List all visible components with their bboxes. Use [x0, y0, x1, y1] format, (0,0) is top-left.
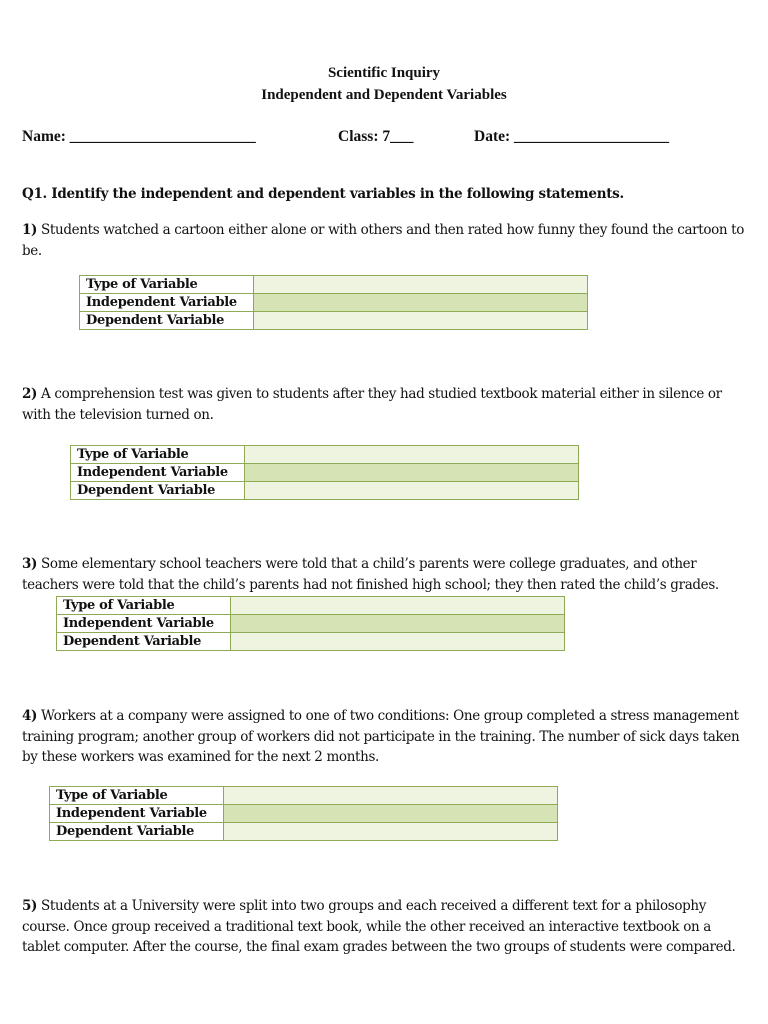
statement-4: [22, 706, 746, 768]
statement-2: [22, 384, 746, 425]
statement-number: 5): [22, 898, 38, 914]
worksheet-title: Scientific Inquiry: [327, 65, 441, 81]
row-label: Type of Variable: [80, 276, 254, 294]
date-field-label: Date: ____________________: [474, 128, 670, 145]
independent-variable-cell[interactable]: [224, 805, 558, 823]
row-label: Dependent Variable: [57, 633, 231, 651]
dependent-variable-cell[interactable]: [245, 482, 579, 500]
row-label: Independent Variable: [50, 805, 224, 823]
row-label: Type of Variable: [57, 597, 231, 615]
statement-text: Workers at a company were assigned to one of two conditions: One group completed a stress management training program; another group of workers did not participate in the training. The number of sick days taken by these workers was examined for the next 2 months.: [22, 708, 740, 765]
statement-5: [22, 896, 746, 958]
row-label: Type of Variable: [71, 446, 245, 464]
row-label: Independent Variable: [71, 464, 245, 482]
statement-text: Students at a University were split into two groups and each received a different text for a philosophy course. Once group received a traditional text book, while the other received an interactive textbook on a tablet computer. After the course, the final exam grades between the two groups of students were compared.: [22, 898, 736, 955]
worksheet-subtitle: Independent and Dependent Variables: [261, 87, 507, 103]
class-field-label: Class: 7___: [338, 128, 414, 145]
statement-number: 3): [22, 556, 38, 572]
row-label: Independent Variable: [57, 615, 231, 633]
type-of-variable-cell[interactable]: [254, 276, 588, 294]
row-label: Dependent Variable: [71, 482, 245, 500]
statement-text: Students watched a cartoon either alone or with others and then rated how funny they found the cartoon to be.: [22, 222, 745, 259]
statement-1: [22, 220, 746, 261]
statement-number: 1): [22, 222, 38, 238]
statement-number: 2): [22, 386, 38, 402]
variable-table-2: [70, 445, 579, 500]
statement-text: Some elementary school teachers were told that a child’s parents were college graduates, and other teachers were told that the child’s parents had not finished high school; they then rated the child’s grades.: [22, 556, 719, 593]
row-label: Independent Variable: [80, 294, 254, 312]
type-of-variable-cell[interactable]: [224, 787, 558, 805]
independent-variable-cell[interactable]: [245, 464, 579, 482]
row-label: Dependent Variable: [80, 312, 254, 330]
independent-variable-cell[interactable]: [254, 294, 588, 312]
row-label: Dependent Variable: [50, 823, 224, 841]
variable-table-3: [56, 596, 565, 651]
statement-number: 4): [22, 708, 38, 724]
statement-text: A comprehension test was given to students after they had studied textbook material either in silence or with the television turned on.: [22, 386, 722, 423]
variable-table-1: [79, 275, 588, 330]
variable-table-4: [49, 786, 558, 841]
name-field-label: Name: ________________________: [22, 128, 256, 145]
dependent-variable-cell[interactable]: [254, 312, 588, 330]
question-1-instruction: Q1. Identify the independent and dependent variables in the following statements.: [22, 186, 624, 202]
independent-variable-cell[interactable]: [231, 615, 565, 633]
type-of-variable-cell[interactable]: [231, 597, 565, 615]
statement-3: [22, 554, 746, 595]
dependent-variable-cell[interactable]: [231, 633, 565, 651]
type-of-variable-cell[interactable]: [245, 446, 579, 464]
dependent-variable-cell[interactable]: [224, 823, 558, 841]
row-label: Type of Variable: [50, 787, 224, 805]
